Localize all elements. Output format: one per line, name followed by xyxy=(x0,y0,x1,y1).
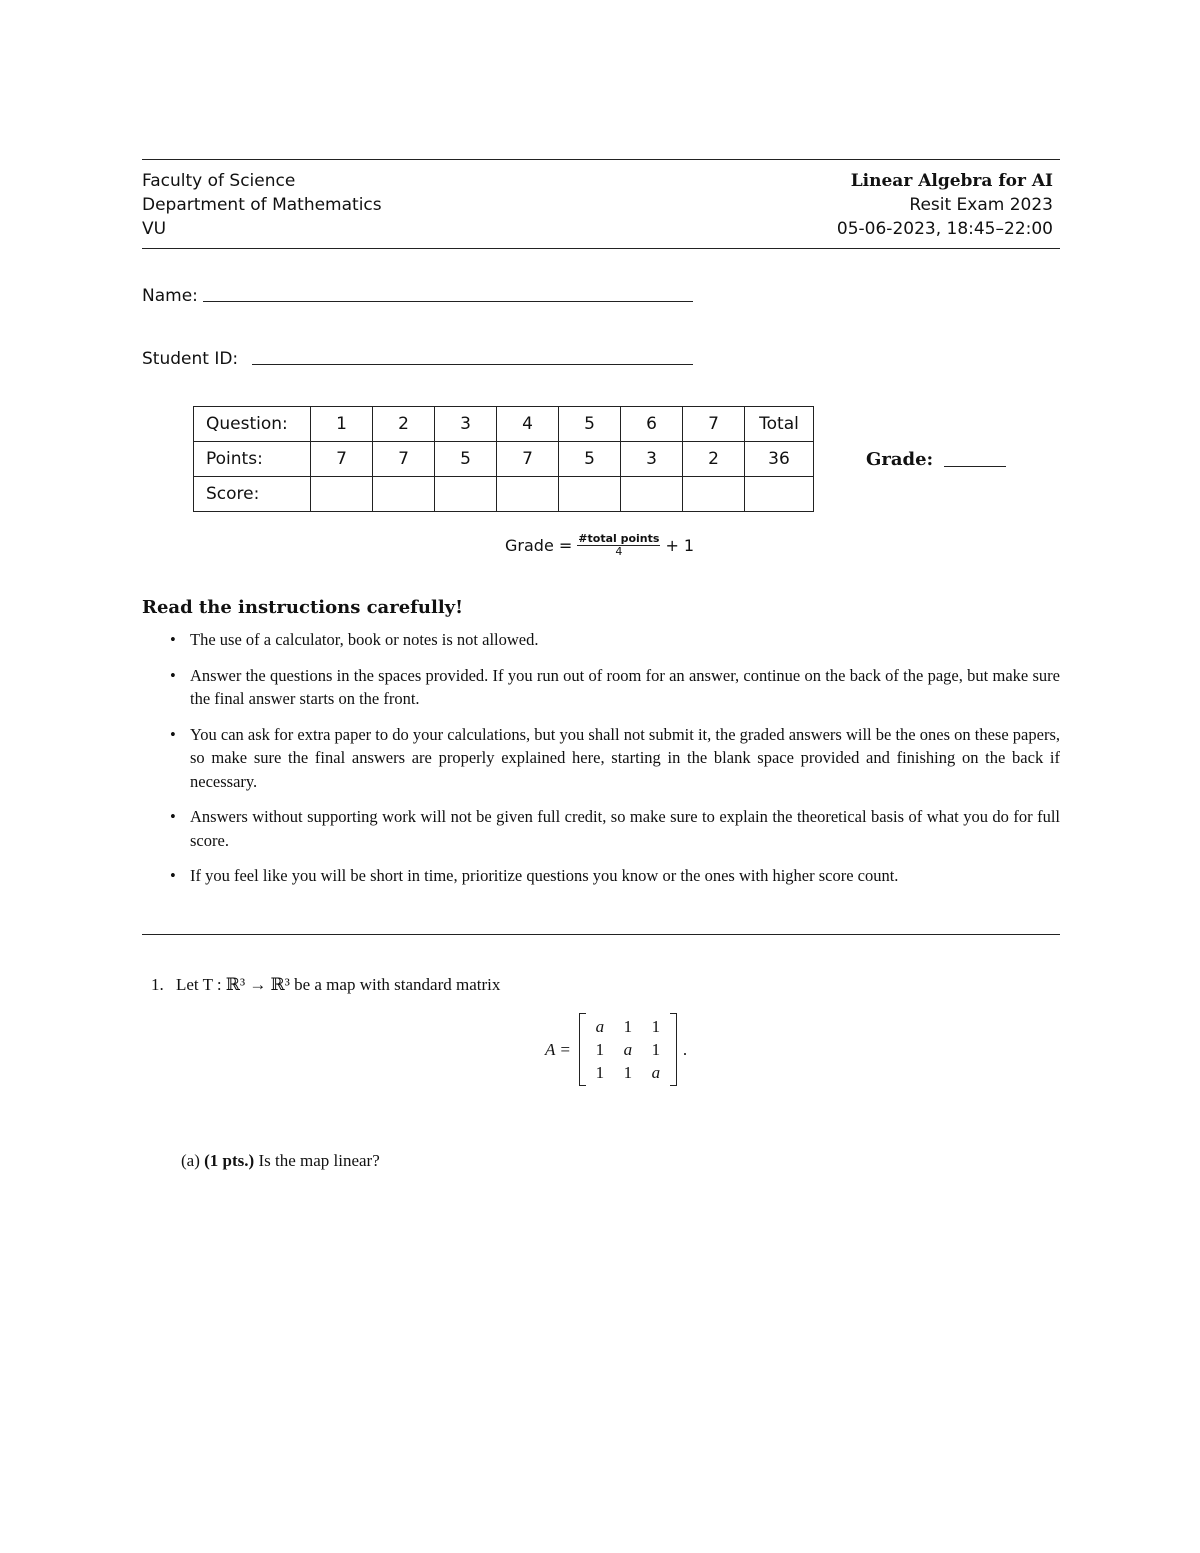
score-total-cell[interactable] xyxy=(745,477,814,512)
section-rule xyxy=(142,934,1060,935)
department-text: Department of Mathematics xyxy=(142,195,382,215)
part-a-points: (1 pts.) xyxy=(204,1151,255,1170)
header-top-rule xyxy=(142,159,1060,160)
matrix-entry: a xyxy=(623,1040,633,1059)
faculty-text: Faculty of Science xyxy=(142,171,296,191)
points-cell: 2 xyxy=(683,442,745,477)
question-cell: 5 xyxy=(559,407,621,442)
formula-denominator: 4 xyxy=(615,545,623,558)
question-1-text: Let T : ℝ³ → ℝ³ be a map with standard matrix xyxy=(176,975,501,994)
part-a-label: (a) xyxy=(181,1151,200,1170)
header-bottom-rule xyxy=(142,248,1060,249)
matrix-a xyxy=(545,1013,687,1086)
question-cell: 2 xyxy=(373,407,435,442)
matrix-entry: a xyxy=(651,1063,661,1082)
matrix-label: A = xyxy=(545,1039,571,1059)
score-cell[interactable] xyxy=(497,477,559,512)
matrix-entry: a xyxy=(595,1017,605,1036)
question-row-label: Question: xyxy=(194,407,311,442)
exam-datetime: 05-06-2023, 18:45–22:00 xyxy=(836,219,1053,239)
matrix-entry: 1 xyxy=(651,1040,661,1059)
formula-numerator: #total points xyxy=(578,532,660,545)
question-total-cell: Total xyxy=(745,407,814,442)
score-cell[interactable] xyxy=(435,477,497,512)
points-cell: 7 xyxy=(311,442,373,477)
name-label: Name: xyxy=(142,286,198,306)
score-row xyxy=(194,477,814,512)
points-cell: 3 xyxy=(621,442,683,477)
formula-rhs: + 1 xyxy=(665,536,695,555)
course-title: Linear Algebra for AI xyxy=(850,171,1053,191)
exam-title: Resit Exam 2023 xyxy=(909,195,1053,215)
question-cell: 4 xyxy=(497,407,559,442)
score-row-label: Score: xyxy=(194,477,311,512)
points-cell: 5 xyxy=(435,442,497,477)
score-table xyxy=(193,406,814,512)
question-1-number: 1. xyxy=(151,975,164,994)
name-field[interactable] xyxy=(203,301,693,302)
matrix-entry: 1 xyxy=(623,1017,633,1036)
student-id-label: Student ID: xyxy=(142,349,239,369)
matrix-entry: 1 xyxy=(595,1063,605,1082)
question-cell: 7 xyxy=(683,407,745,442)
question-cell: 3 xyxy=(435,407,497,442)
points-row-label: Points: xyxy=(194,442,311,477)
part-a-text: Is the map linear? xyxy=(258,1151,380,1170)
formula-lhs: Grade = xyxy=(505,536,573,555)
matrix-entry: 1 xyxy=(623,1063,633,1082)
university-text: VU xyxy=(142,219,167,239)
instructions-list xyxy=(168,628,1060,900)
matrix-entry: 1 xyxy=(651,1017,661,1036)
instruction-item: • Answer the questions in the spaces provided. If you run out of room for an answer, continue on the back of the page, but make sure the final answer starts on the front. xyxy=(168,664,1060,711)
matrix-period: . xyxy=(682,1039,688,1059)
question-cell: 1 xyxy=(311,407,373,442)
points-cell: 7 xyxy=(497,442,559,477)
instruction-item: • If you feel like you will be short in time, prioritize questions you know or the ones with higher score count. xyxy=(168,864,1060,888)
instructions-title: Read the instructions carefully! xyxy=(142,597,464,618)
score-cell[interactable] xyxy=(373,477,435,512)
student-id-field[interactable] xyxy=(252,364,693,365)
instruction-item: • Answers without supporting work will not be given full credit, so make sure to explain the theoretical basis of what you do for full score. xyxy=(168,805,1060,852)
question-cell: 6 xyxy=(621,407,683,442)
question-1a xyxy=(181,1151,380,1171)
header-right xyxy=(837,169,1053,241)
points-cell: 5 xyxy=(559,442,621,477)
points-total-cell: 36 xyxy=(745,442,814,477)
score-cell[interactable] xyxy=(683,477,745,512)
score-cell[interactable] xyxy=(621,477,683,512)
matrix-body xyxy=(579,1013,677,1086)
formula-fraction xyxy=(577,533,660,558)
grade-label: Grade: xyxy=(866,449,934,470)
score-cell[interactable] xyxy=(311,477,373,512)
matrix-entry: 1 xyxy=(595,1040,605,1059)
points-cell: 7 xyxy=(373,442,435,477)
instruction-item: • The use of a calculator, book or notes is not allowed. xyxy=(168,628,1060,652)
header-left xyxy=(142,169,382,241)
question-row xyxy=(194,407,814,442)
score-cell[interactable] xyxy=(559,477,621,512)
points-row xyxy=(194,442,814,477)
instruction-item: • You can ask for extra paper to do your calculations, but you shall not submit it, the graded answers will be the ones on these papers, so make sure the final answers are properly explained here, starting in the blank space provided and finishing on the back if necessary. xyxy=(168,723,1060,794)
grade-formula xyxy=(505,533,694,558)
grade-field[interactable] xyxy=(944,466,1006,467)
